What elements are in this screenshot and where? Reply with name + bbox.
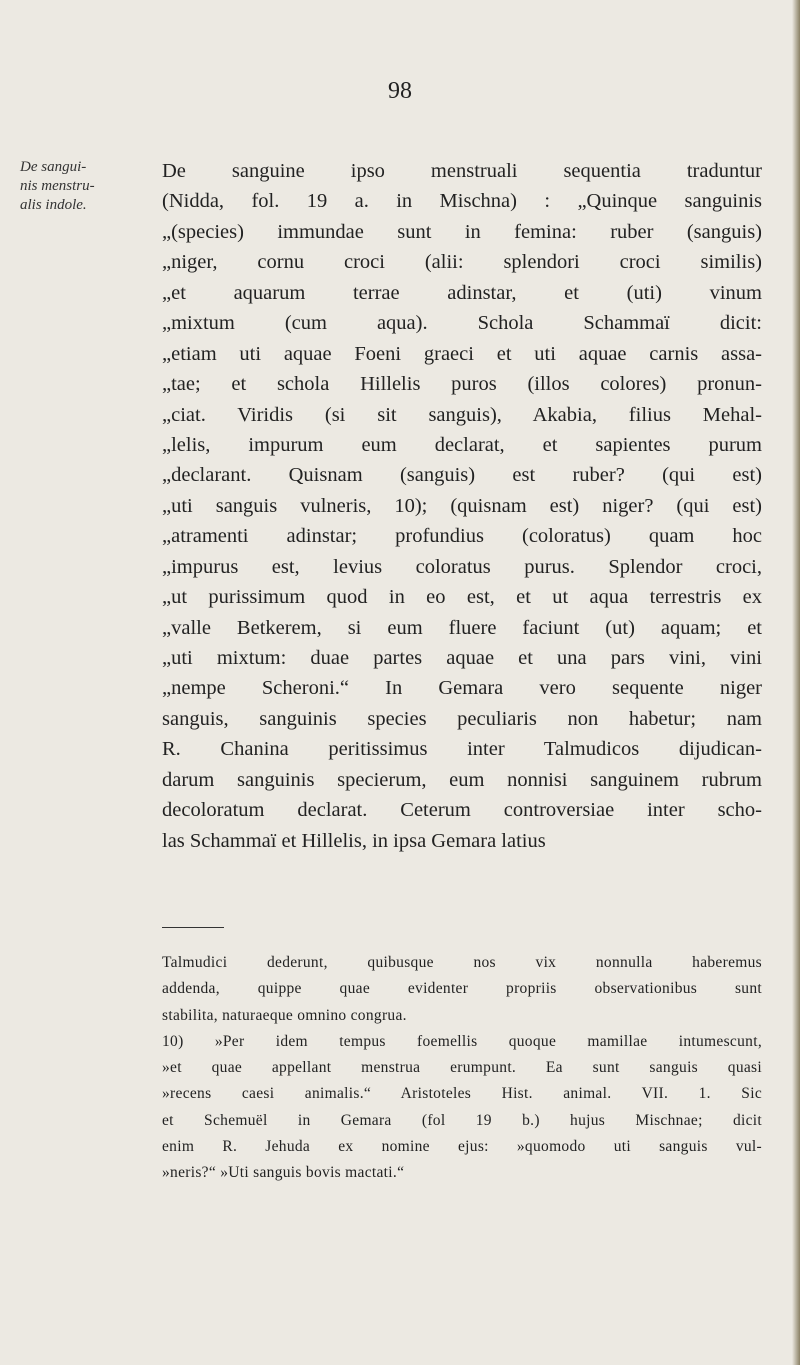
- text-line: „atramenti adinstar; profundius (coloratus) quam hoc: [162, 525, 762, 548]
- text-line: „niger, cornu croci (alii: splendori croci similis): [162, 251, 762, 274]
- text-line: „mixtum (cum aqua). Schola Schammaï dicit:: [162, 312, 762, 335]
- text-line: „impurus est, levius coloratus purus. Splendor croci,: [162, 555, 762, 578]
- footnote-text: [162, 950, 762, 1187]
- text-line: „declarant. Quisnam (sanguis) est ruber? (qui est): [162, 464, 762, 487]
- footnote-line: addenda, quippe quae evidenter propriis observationibus sunt: [162, 980, 762, 998]
- footnote-line: »neris?“ »Uti sanguis bovis mactati.“: [162, 1164, 405, 1182]
- margin-note: [20, 158, 160, 215]
- text-line: „ciat. Viridis (si sit sanguis), Akabia, filius Mehal-: [162, 403, 762, 426]
- margin-note-line: De sangui-: [20, 159, 87, 175]
- margin-note-line: alis indole.: [20, 197, 87, 213]
- margin-note-line: nis menstru-: [20, 178, 95, 194]
- text-line: darum sanguinis specierum, eum nonnisi sanguinem rubrum: [162, 768, 762, 791]
- footnote-line: »et quae appellant menstrua erumpunt. Ea sunt sanguis quasi: [162, 1059, 762, 1077]
- footnote-line: enim R. Jehuda ex nomine ejus: »quomodo uti sanguis vul-: [162, 1138, 762, 1156]
- footnote-line: stabilita, naturaeque omnino congrua.: [162, 1006, 407, 1024]
- text-line: (Nidda, fol. 19 a. in Mischna) : „Quinque sanguinis: [162, 190, 762, 213]
- text-line: „uti mixtum: duae partes aquae et una pars vini, vini: [162, 647, 762, 669]
- text-line: sanguis, sanguinis species peculiaris non habetur; nam: [162, 707, 762, 730]
- text-line: „nempe Scheroni.“ In Gemara vero sequente niger: [162, 677, 762, 700]
- text-line: „(species) immundae sunt in femina: ruber (sanguis): [162, 220, 762, 243]
- text-line: decoloratum declarat. Ceterum controversiae inter scho-: [162, 799, 762, 822]
- text-line: „valle Betkerem, si eum fluere faciunt (ut) aquam; et: [162, 616, 762, 639]
- text-line: las Schammaï et Hillelis, in ipsa Gemara latius: [162, 829, 546, 852]
- main-text: [162, 156, 762, 856]
- text-line: „ut purissimum quod in eo est, et ut aqua terrestris ex: [162, 586, 762, 609]
- footnote-rule: [162, 927, 224, 928]
- footnote-line: »recens caesi animalis.“ Aristoteles Hist. animal. VII. 1. Sic: [162, 1085, 762, 1103]
- text-line: De sanguine ipso menstruali sequentia traduntur: [162, 160, 762, 182]
- text-line: „etiam uti aquae Foeni graeci et uti aquae carnis assa-: [162, 342, 762, 365]
- text-line: „tae; et schola Hillelis puros (illos colores) pronun-: [162, 373, 762, 396]
- footnote-line: Talmudici dederunt, quibusque nos vix nonnulla haberemus: [162, 954, 762, 971]
- text-line: „lelis, impurum eum declarat, et sapientes purum: [162, 433, 762, 456]
- page-edge-shadow: [792, 0, 800, 1365]
- text-line: „uti sanguis vulneris, 10); (quisnam est) niger? (qui est): [162, 494, 762, 517]
- text-line: R. Chanina peritissimus inter Talmudicos dijudican-: [162, 738, 762, 761]
- page-number: 98: [388, 78, 412, 104]
- footnote-line: et Schemuël in Gemara (fol 19 b.) hujus Mischnae; dicit: [162, 1111, 762, 1129]
- footnote-line: 10) »Per idem tempus foemellis quoque mamillae intumescunt,: [162, 1032, 762, 1050]
- text-line: „et aquarum terrae adinstar, et (uti) vinum: [162, 281, 762, 304]
